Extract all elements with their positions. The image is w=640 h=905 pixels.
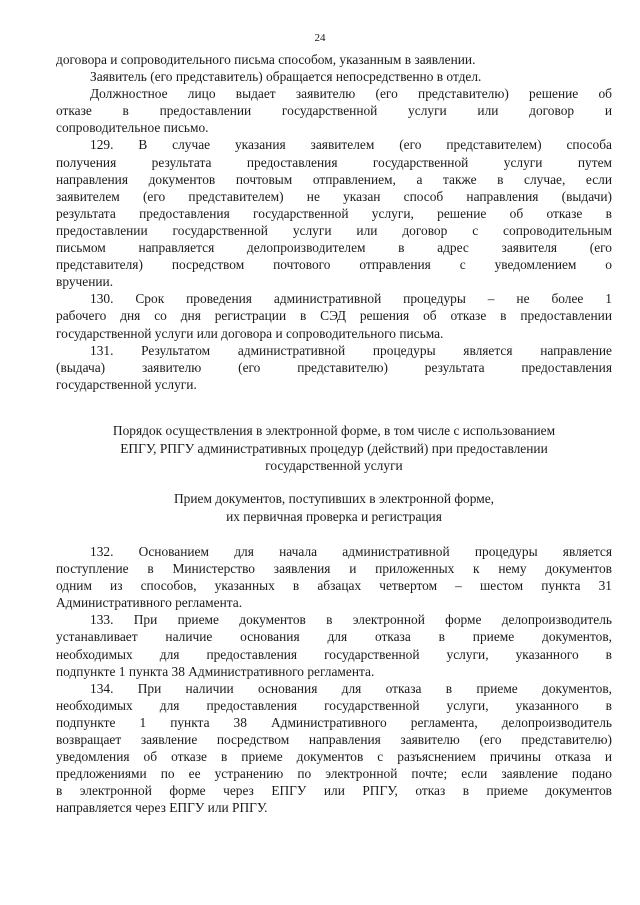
subsection-heading-line: Прием документов, поступивших в электронной форме,: [173, 491, 494, 506]
paragraph-line: заявителем (его представителем) не указан способ направления (выдачи): [56, 188, 612, 204]
paragraph-line: 130. Срок проведения административной процедуры – не более 1: [90, 291, 612, 307]
section-heading: [56, 422, 612, 475]
paragraph-line: государственной услуги.: [56, 376, 197, 392]
paragraph-line: направляется через ЕПГУ или РПГУ.: [56, 800, 268, 816]
paragraph-line: вручении.: [56, 274, 114, 290]
subsection-heading: [56, 490, 612, 525]
bottom-section-text: [56, 543, 612, 817]
page-number: 24: [314, 32, 326, 44]
paragraph-line: получения результата предоставления государственной услуги путем: [56, 154, 612, 170]
section-heading-line: Порядок осуществления в электронной форме, в том числе с использованием: [112, 423, 556, 438]
paragraph-line: 134. При наличии основания для отказа в приеме документов,: [90, 680, 612, 696]
paragraph-line: в электронной форме через ЕПГУ или РПГУ, отказ в приеме документов: [56, 783, 612, 799]
paragraph-line: Заявитель (его представитель) обращается непосредственно в отдел.: [90, 69, 482, 85]
paragraph-line: 133. При приеме документов в электронной форме делопроизводитель: [90, 612, 612, 628]
paragraph-line: Административного регламента.: [56, 595, 243, 611]
paragraph-line: предложениями по ее устранению по электронной почте; если заявление подано: [56, 766, 612, 782]
paragraph-line: поступление в Министерство заявления и приложенных к нему документов: [56, 561, 612, 577]
paragraph-line: результата предоставления государственной услуги, решение об отказе в: [56, 205, 612, 221]
paragraph-line: 132. Основанием для начала административной процедуры является: [90, 544, 612, 559]
paragraph-line: направления документов почтовым отправлением, а также в случае, если: [56, 171, 612, 187]
subsection-heading-line: их первичная проверка и регистрация: [226, 508, 442, 524]
paragraph-line: отказе в предоставлении государственной услуги или договор и: [56, 103, 612, 119]
paragraph-line: подпункте 1 пункта 38 Административного регламента, делопроизводитель: [56, 714, 612, 730]
paragraph-line: письмом направляется делопроизводителем в адрес заявителя (его: [56, 240, 612, 256]
section-heading-line: ЕПГУ, РПГУ административных процедур (действий) при предоставлении: [120, 440, 548, 456]
paragraph-line: сопроводительное письмо.: [56, 120, 209, 136]
paragraph-line: 131. Результатом административной процедуры является направление: [90, 342, 612, 358]
paragraph-line: рабочего дня со дня регистрации в СЭД решения об отказе в предоставлении: [56, 308, 612, 324]
paragraph-line: необходимых для предоставления государственной услуги, указанного в: [56, 697, 612, 713]
top-section-text: [56, 51, 612, 393]
paragraph-line: уведомления об отказе в приеме документов с разъяснением причины отказа и: [56, 749, 612, 765]
paragraph-line: договора и сопроводительного письма способом, указанным в заявлении.: [56, 52, 476, 67]
paragraph-line: предоставлении государственной услуги или договор с сопроводительным: [56, 222, 612, 238]
paragraph-line: одним из способов, указанных в абзацах четвертом – шестом пункта 31: [56, 578, 612, 594]
paragraph-line: возвращает заявление посредством направления заявителю (его представителю): [56, 732, 612, 748]
paragraph-line: необходимых для предоставления государственной услуги, указанного в: [56, 646, 612, 662]
paragraph-line: Должностное лицо выдает заявителю (его представителю) решение об: [90, 86, 612, 102]
paragraph-line: устанавливает наличие основания для отказа в приеме документов,: [56, 629, 612, 645]
paragraph-line: (выдача) заявителю (его представителю) результата предоставления: [56, 359, 612, 375]
paragraph-line: государственной услуги или договора и сопроводительного письма.: [56, 325, 444, 341]
paragraph-line: подпункте 1 пункта 38 Административного регламента.: [56, 663, 375, 679]
section-heading-line: государственной услуги: [265, 458, 403, 474]
paragraph-line: 129. В случае указания заявителем (его представителем) способа: [90, 137, 612, 153]
paragraph-line: представителя) посредством почтового отправления с уведомлением о: [56, 257, 612, 273]
